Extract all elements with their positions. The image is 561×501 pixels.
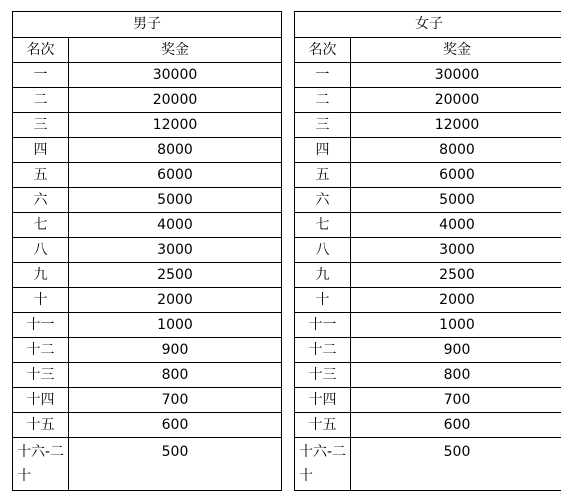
rank-cell: 二 [13, 88, 69, 113]
table-row [13, 288, 282, 313]
table-row [13, 63, 282, 88]
prize-cell: 12000 [351, 113, 561, 138]
table-row [13, 263, 282, 288]
rank-cell: 八 [13, 238, 69, 263]
rank-cell: 六 [13, 188, 69, 213]
rank-cell: 三 [13, 113, 69, 138]
rank-cell: 十四 [13, 388, 69, 413]
prize-cell: 20000 [69, 88, 282, 113]
prize-cell: 1000 [69, 313, 282, 338]
rank-cell: 十二 [13, 338, 69, 363]
prize-cell: 3000 [69, 238, 282, 263]
table-row [295, 338, 561, 363]
table-row [13, 188, 282, 213]
rank-cell: 六 [295, 188, 351, 213]
table-row [295, 413, 561, 438]
table-row [295, 113, 561, 138]
table-row [295, 363, 561, 388]
table-row [295, 138, 561, 163]
prize-cell: 8000 [69, 138, 282, 163]
rank-cell: 二 [295, 88, 351, 113]
table-row [295, 313, 561, 338]
men-table-title: 男子 [13, 12, 282, 38]
table-row [13, 113, 282, 138]
rank-cell: 五 [13, 163, 69, 188]
table-row [13, 363, 282, 388]
prize-cell: 900 [69, 338, 282, 363]
prize-cell: 1000 [351, 313, 561, 338]
men-prize-header: 奖金 [69, 38, 282, 63]
prize-cell: 12000 [69, 113, 282, 138]
prize-cell: 5000 [351, 188, 561, 213]
table-row [13, 163, 282, 188]
rank-cell: 十四 [295, 388, 351, 413]
table-row [295, 388, 561, 413]
table-row [295, 438, 561, 491]
rank-cell: 四 [295, 138, 351, 163]
table-row [295, 188, 561, 213]
table-row [295, 88, 561, 113]
table-row [13, 213, 282, 238]
prize-cell: 700 [69, 388, 282, 413]
prize-cell: 30000 [69, 63, 282, 88]
table-row [295, 263, 561, 288]
rank-cell: 十二 [295, 338, 351, 363]
table-row [295, 213, 561, 238]
table-row [13, 313, 282, 338]
table-row [295, 163, 561, 188]
rank-cell: 十五 [295, 413, 351, 438]
prize-cell: 6000 [69, 163, 282, 188]
rank-cell: 三 [295, 113, 351, 138]
women-title-row [295, 12, 561, 38]
prize-cell: 6000 [351, 163, 561, 188]
prize-cell: 700 [351, 388, 561, 413]
rank-cell: 四 [13, 138, 69, 163]
men-title-row [13, 12, 282, 38]
rank-cell: 十 [295, 288, 351, 313]
table-row [13, 138, 282, 163]
prize-cell: 900 [351, 338, 561, 363]
women-table-title: 女子 [295, 12, 561, 38]
prize-cell: 600 [351, 413, 561, 438]
table-row [295, 63, 561, 88]
table-row [295, 288, 561, 313]
prize-cell: 2500 [69, 263, 282, 288]
table-row [13, 388, 282, 413]
table-row [13, 238, 282, 263]
rank-cell: 十三 [13, 363, 69, 388]
men-rank-header: 名次 [13, 38, 69, 63]
women-header-row [295, 38, 561, 63]
rank-cell: 十三 [295, 363, 351, 388]
table-row [295, 238, 561, 263]
women-table-body [295, 63, 561, 491]
prize-cell: 30000 [351, 63, 561, 88]
women-prize-table [294, 11, 561, 491]
table-row [13, 413, 282, 438]
prize-cell: 5000 [69, 188, 282, 213]
rank-cell: 十六-二十 [295, 438, 351, 491]
prize-cell: 4000 [69, 213, 282, 238]
men-prize-table [12, 11, 282, 491]
rank-cell: 一 [295, 63, 351, 88]
men-table-body [13, 63, 282, 491]
rank-cell: 八 [295, 238, 351, 263]
prize-cell: 800 [69, 363, 282, 388]
rank-cell: 十五 [13, 413, 69, 438]
prize-cell: 20000 [351, 88, 561, 113]
men-header-row [13, 38, 282, 63]
rank-cell: 十一 [295, 313, 351, 338]
rank-cell: 九 [295, 263, 351, 288]
table-row [13, 338, 282, 363]
prize-cell: 600 [69, 413, 282, 438]
rank-cell: 十一 [13, 313, 69, 338]
prize-cell: 2000 [69, 288, 282, 313]
prize-cell: 8000 [351, 138, 561, 163]
prize-tables [12, 11, 551, 489]
prize-cell: 3000 [351, 238, 561, 263]
table-row [13, 88, 282, 113]
rank-cell: 五 [295, 163, 351, 188]
prize-cell: 800 [351, 363, 561, 388]
prize-cell: 2000 [351, 288, 561, 313]
table-row [13, 438, 282, 491]
rank-cell: 十六-二十 [13, 438, 69, 491]
rank-cell: 十 [13, 288, 69, 313]
prize-cell: 4000 [351, 213, 561, 238]
prize-cell: 2500 [351, 263, 561, 288]
rank-cell: 七 [13, 213, 69, 238]
prize-cell: 500 [69, 438, 282, 491]
rank-cell: 九 [13, 263, 69, 288]
women-rank-header: 名次 [295, 38, 351, 63]
rank-cell: 一 [13, 63, 69, 88]
women-prize-header: 奖金 [351, 38, 561, 63]
prize-cell: 500 [351, 438, 561, 491]
rank-cell: 七 [295, 213, 351, 238]
